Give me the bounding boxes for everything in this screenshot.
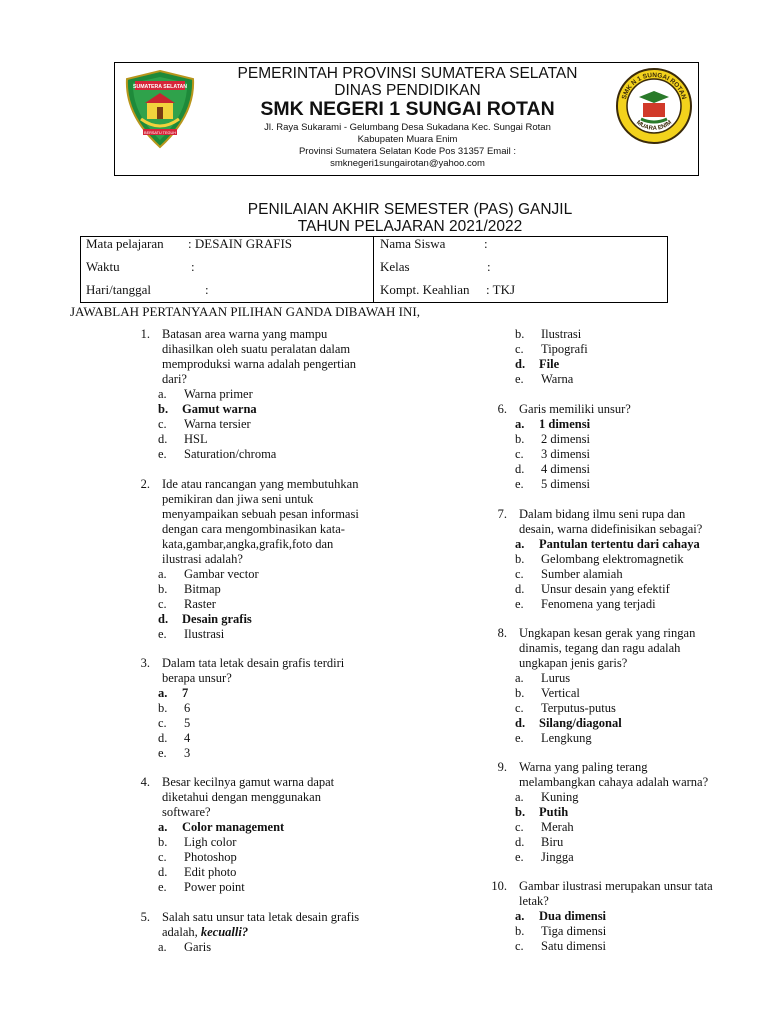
option-letter: a. [515, 909, 525, 923]
government-name: PEMERINTAH PROVINSI SUMATERA SELATAN [237, 65, 578, 82]
option-letter: d. [158, 731, 168, 745]
option-letter: b. [158, 582, 168, 596]
option-letter: c. [515, 939, 524, 953]
option-text: Edit photo [184, 865, 237, 879]
major-value: : TKJ [486, 282, 516, 297]
option-letter: c. [158, 850, 167, 864]
option-text: Garis [184, 940, 212, 954]
option-letter: d. [515, 716, 526, 730]
option-text: Saturation/chroma [184, 447, 277, 461]
option-text: Sumber alamiah [541, 567, 623, 581]
option-text: Vertical [541, 686, 580, 700]
option-letter: e. [158, 880, 167, 894]
option-letter: a. [158, 940, 167, 954]
option-text: Merah [541, 820, 574, 834]
option-text: File [539, 357, 560, 371]
option-text: Pantulan tertentu dari cahaya [539, 537, 700, 551]
question-text: Salah satu unsur tata letak desain grafis [162, 910, 360, 924]
question-number: 9. [497, 760, 507, 774]
question-emphasis: kecualli? [200, 925, 249, 939]
address-line-1: Jl. Raya Sukarami - Gelumbang Desa Sukadana Kec. Sungai Rotan [264, 122, 551, 133]
answer-option[interactable] [158, 387, 378, 402]
answer-option[interactable] [158, 820, 378, 835]
option-letter: b. [515, 924, 525, 938]
option-letter: a. [515, 537, 525, 551]
option-text: Silang/diagonal [539, 716, 622, 730]
question-number: 2. [140, 477, 150, 491]
answer-option[interactable] [515, 835, 735, 850]
answer-option[interactable] [515, 939, 735, 954]
svg-text:SMK N 1 SUNGAI ROTAN: SMK N 1 SUNGAI ROTAN [620, 71, 688, 101]
question-text: Warna yang paling terang melambangkan cahaya adalah warna? [519, 760, 709, 789]
address-line-2: Kabupaten Muara Enim [357, 134, 458, 145]
time-label: Waktu [86, 259, 120, 274]
option-text: Lengkung [541, 731, 592, 745]
option-letter: d. [158, 612, 169, 626]
option-letter: a. [515, 671, 524, 685]
option-letter: e. [158, 746, 167, 760]
option-text: Unsur desain yang efektif [541, 582, 670, 596]
question-text: adalah, [162, 925, 198, 939]
option-letter: b. [515, 805, 526, 819]
option-letter: b. [158, 835, 168, 849]
option-letter: a. [158, 820, 168, 834]
answer-option[interactable] [515, 357, 735, 372]
letterhead [114, 62, 699, 176]
answer-option[interactable] [515, 582, 735, 597]
answer-option[interactable] [158, 597, 378, 612]
answer-option[interactable] [515, 850, 735, 865]
option-letter: c. [515, 342, 524, 356]
option-text: Lurus [541, 671, 571, 685]
answer-option[interactable] [515, 327, 735, 342]
option-letter: e. [515, 372, 524, 386]
answer-option[interactable] [515, 909, 735, 924]
answer-option[interactable] [158, 731, 378, 746]
answer-option[interactable] [515, 567, 735, 582]
exam-year: TAHUN PELAJARAN 2021/2022 [297, 218, 523, 235]
answer-option[interactable] [515, 552, 735, 567]
answer-option[interactable] [515, 671, 735, 686]
answer-option[interactable] [158, 835, 378, 850]
answer-option[interactable] [158, 746, 378, 761]
question-text: Batasan area warna yang mampu dihasilkan oleh suatu peralatan dalam memproduksi warna adalah pengertian dari? [162, 327, 357, 386]
question-text: Dalam tata letak desain grafis terdiri berapa unsur? [162, 656, 345, 685]
option-text: Desain grafis [182, 612, 252, 626]
option-letter: d. [515, 462, 525, 476]
option-letter: e. [515, 477, 524, 491]
option-text: Gelombang elektromagnetik [541, 552, 684, 566]
option-text: Warna primer [184, 387, 253, 401]
option-text: Satu dimensi [541, 939, 606, 953]
option-text: 7 [182, 686, 189, 700]
student-info-table [80, 236, 668, 303]
option-letter: d. [158, 865, 168, 879]
answer-option[interactable] [158, 880, 378, 895]
option-text: Biru [541, 835, 564, 849]
school-email: smknegeri1sungairotan@yahoo.com [330, 158, 485, 169]
option-text: HSL [184, 432, 208, 446]
answer-option[interactable] [158, 432, 378, 447]
question-text: Besar kecilnya gamut warna dapat diketahui dengan menggunakan software? [162, 775, 335, 819]
option-text: 3 [184, 746, 191, 760]
answer-option[interactable] [515, 342, 735, 357]
question-text: Gambar ilustrasi merupakan unsur tata letak? [519, 879, 713, 908]
option-text: Gamut warna [182, 402, 257, 416]
option-text: Raster [184, 597, 216, 611]
answer-option[interactable] [515, 417, 735, 432]
option-text: Warna [541, 372, 574, 386]
question-text: Ide atau rancangan yang membutuhkan pemikiran dan jiwa seni untuk menyampaikan sebuah pesan informasi dengan cara mengombinasikan kata- kata,gambar,angka,grafik,foto dan ilustrasi adalah? [162, 477, 359, 566]
question-number: 3. [140, 656, 150, 670]
svg-text:SUMATERA SELATAN: SUMATERA SELATAN [133, 84, 187, 90]
answer-option[interactable] [158, 567, 378, 582]
answer-option[interactable] [158, 701, 378, 716]
answer-option[interactable] [515, 462, 735, 477]
answer-option[interactable] [158, 612, 378, 627]
option-text: 6 [184, 701, 191, 715]
option-letter: b. [515, 552, 525, 566]
question-text-line [162, 925, 248, 940]
option-letter: e. [158, 627, 167, 641]
option-text: Photoshop [184, 850, 237, 864]
answer-option[interactable] [515, 820, 735, 835]
school-logo [615, 67, 693, 145]
option-letter: d. [515, 582, 525, 596]
answer-option[interactable] [158, 716, 378, 731]
option-letter: b. [515, 432, 525, 446]
option-letter: b. [515, 686, 525, 700]
subject-value: : DESAIN GRAFIS [188, 236, 293, 251]
answer-option[interactable] [158, 402, 378, 417]
question-number: 8. [497, 626, 507, 640]
option-text: Bitmap [184, 582, 221, 596]
address-line-3: Provinsi Sumatera Selatan Kode Pos 31357 Email : [298, 146, 517, 157]
answer-option[interactable] [158, 582, 378, 597]
answer-option[interactable] [515, 477, 735, 492]
option-text: Ilustrasi [541, 327, 582, 341]
answer-option[interactable] [515, 597, 735, 612]
option-letter: b. [515, 327, 525, 341]
answer-option[interactable] [158, 627, 378, 642]
answer-option[interactable] [515, 372, 735, 387]
answer-option[interactable] [515, 924, 735, 939]
option-text: Ilustrasi [184, 627, 225, 641]
question-number: 10. [491, 879, 507, 893]
answer-option[interactable] [515, 805, 735, 820]
option-letter: a. [515, 790, 524, 804]
option-letter: c. [158, 597, 167, 611]
option-text: Terputus-putus [541, 701, 616, 715]
option-letter: a. [515, 417, 525, 431]
option-letter: c. [515, 447, 524, 461]
question-number: 4. [140, 775, 150, 789]
table-divider [373, 237, 374, 302]
svg-text:BERSATU TEGUH: BERSATU TEGUH [144, 131, 176, 135]
svg-text:MUARA ENIM: MUARA ENIM [634, 119, 674, 132]
option-letter: a. [158, 567, 167, 581]
question-text: Dalam bidang ilmu seni rupa dan desain, warna didefinisikan sebagai? [519, 507, 703, 536]
option-text: Tiga dimensi [541, 924, 607, 938]
time-value: : [191, 259, 195, 274]
option-text: Warna tersier [184, 417, 251, 431]
option-letter: d. [515, 835, 525, 849]
answer-option[interactable] [158, 686, 378, 701]
option-text: Putih [539, 805, 569, 819]
option-text: Power point [184, 880, 245, 894]
option-letter: c. [158, 716, 167, 730]
answer-option[interactable] [515, 790, 735, 805]
class-value: : [487, 259, 491, 274]
option-letter: d. [515, 357, 526, 371]
option-text: 3 dimensi [541, 447, 590, 461]
answer-option[interactable] [158, 447, 378, 462]
answer-option[interactable] [515, 701, 735, 716]
answer-option[interactable] [158, 865, 378, 880]
option-text: Gambar vector [184, 567, 259, 581]
option-letter: b. [158, 402, 169, 416]
date-label: Hari/tanggal [86, 282, 151, 297]
major-label: Kompt. Keahlian [380, 282, 470, 297]
option-letter: c. [515, 701, 524, 715]
answer-option[interactable] [515, 432, 735, 447]
option-letter: e. [515, 731, 524, 745]
option-letter: c. [515, 820, 524, 834]
answer-option[interactable] [158, 850, 378, 865]
subject-label: Mata pelajaran [86, 236, 164, 251]
date-value: : [205, 282, 209, 297]
option-text: 4 dimensi [541, 462, 590, 476]
option-letter: e. [515, 850, 524, 864]
option-letter: e. [515, 597, 524, 611]
option-letter: a. [158, 686, 168, 700]
option-text: Color management [182, 820, 285, 834]
option-text: Tipografi [541, 342, 588, 356]
answer-option[interactable] [515, 447, 735, 462]
option-text: Kuning [541, 790, 579, 804]
option-letter: c. [515, 567, 524, 581]
option-letter: d. [158, 432, 168, 446]
option-text: 5 [184, 716, 191, 730]
option-letter: c. [158, 417, 167, 431]
question-text: Garis memiliki unsur? [519, 402, 631, 416]
answer-option[interactable] [515, 731, 735, 746]
question-number: 7. [497, 507, 507, 521]
instruction-text: JAWABLAH PERTANYAAN PILIHAN GANDA DIBAWAH INI, [70, 304, 420, 319]
option-text: Fenomena yang terjadi [541, 597, 656, 611]
option-letter: e. [158, 447, 167, 461]
answer-option[interactable] [158, 940, 378, 955]
question-number: 5. [140, 910, 150, 924]
student-name-value: : [484, 236, 488, 251]
option-text: 2 dimensi [541, 432, 590, 446]
option-text: 1 dimensi [539, 417, 591, 431]
answer-option[interactable] [515, 537, 735, 552]
option-letter: b. [158, 701, 168, 715]
option-text: Dua dimensi [539, 909, 607, 923]
school-name: SMK NEGERI 1 SUNGAI ROTAN [260, 98, 555, 120]
option-text: 4 [184, 731, 191, 745]
option-text: 5 dimensi [541, 477, 590, 491]
question-number: 6. [497, 402, 507, 416]
answer-option[interactable] [158, 417, 378, 432]
option-letter: a. [158, 387, 167, 401]
answer-option[interactable] [515, 686, 735, 701]
student-name-label: Nama Siswa [380, 236, 446, 251]
option-text: Ligh color [184, 835, 237, 849]
question-number: 1. [140, 327, 150, 341]
class-label: Kelas [380, 259, 410, 274]
option-text: Jingga [541, 850, 574, 864]
department-name: DINAS PENDIDIKAN [334, 82, 481, 99]
answer-option[interactable] [515, 716, 735, 731]
question-text: Ungkapan kesan gerak yang ringan dinamis, tegang dan ragu adalah ungkapan jenis garis? [519, 626, 696, 670]
exam-title: PENILAIAN AKHIR SEMESTER (PAS) GANJIL [247, 201, 573, 218]
